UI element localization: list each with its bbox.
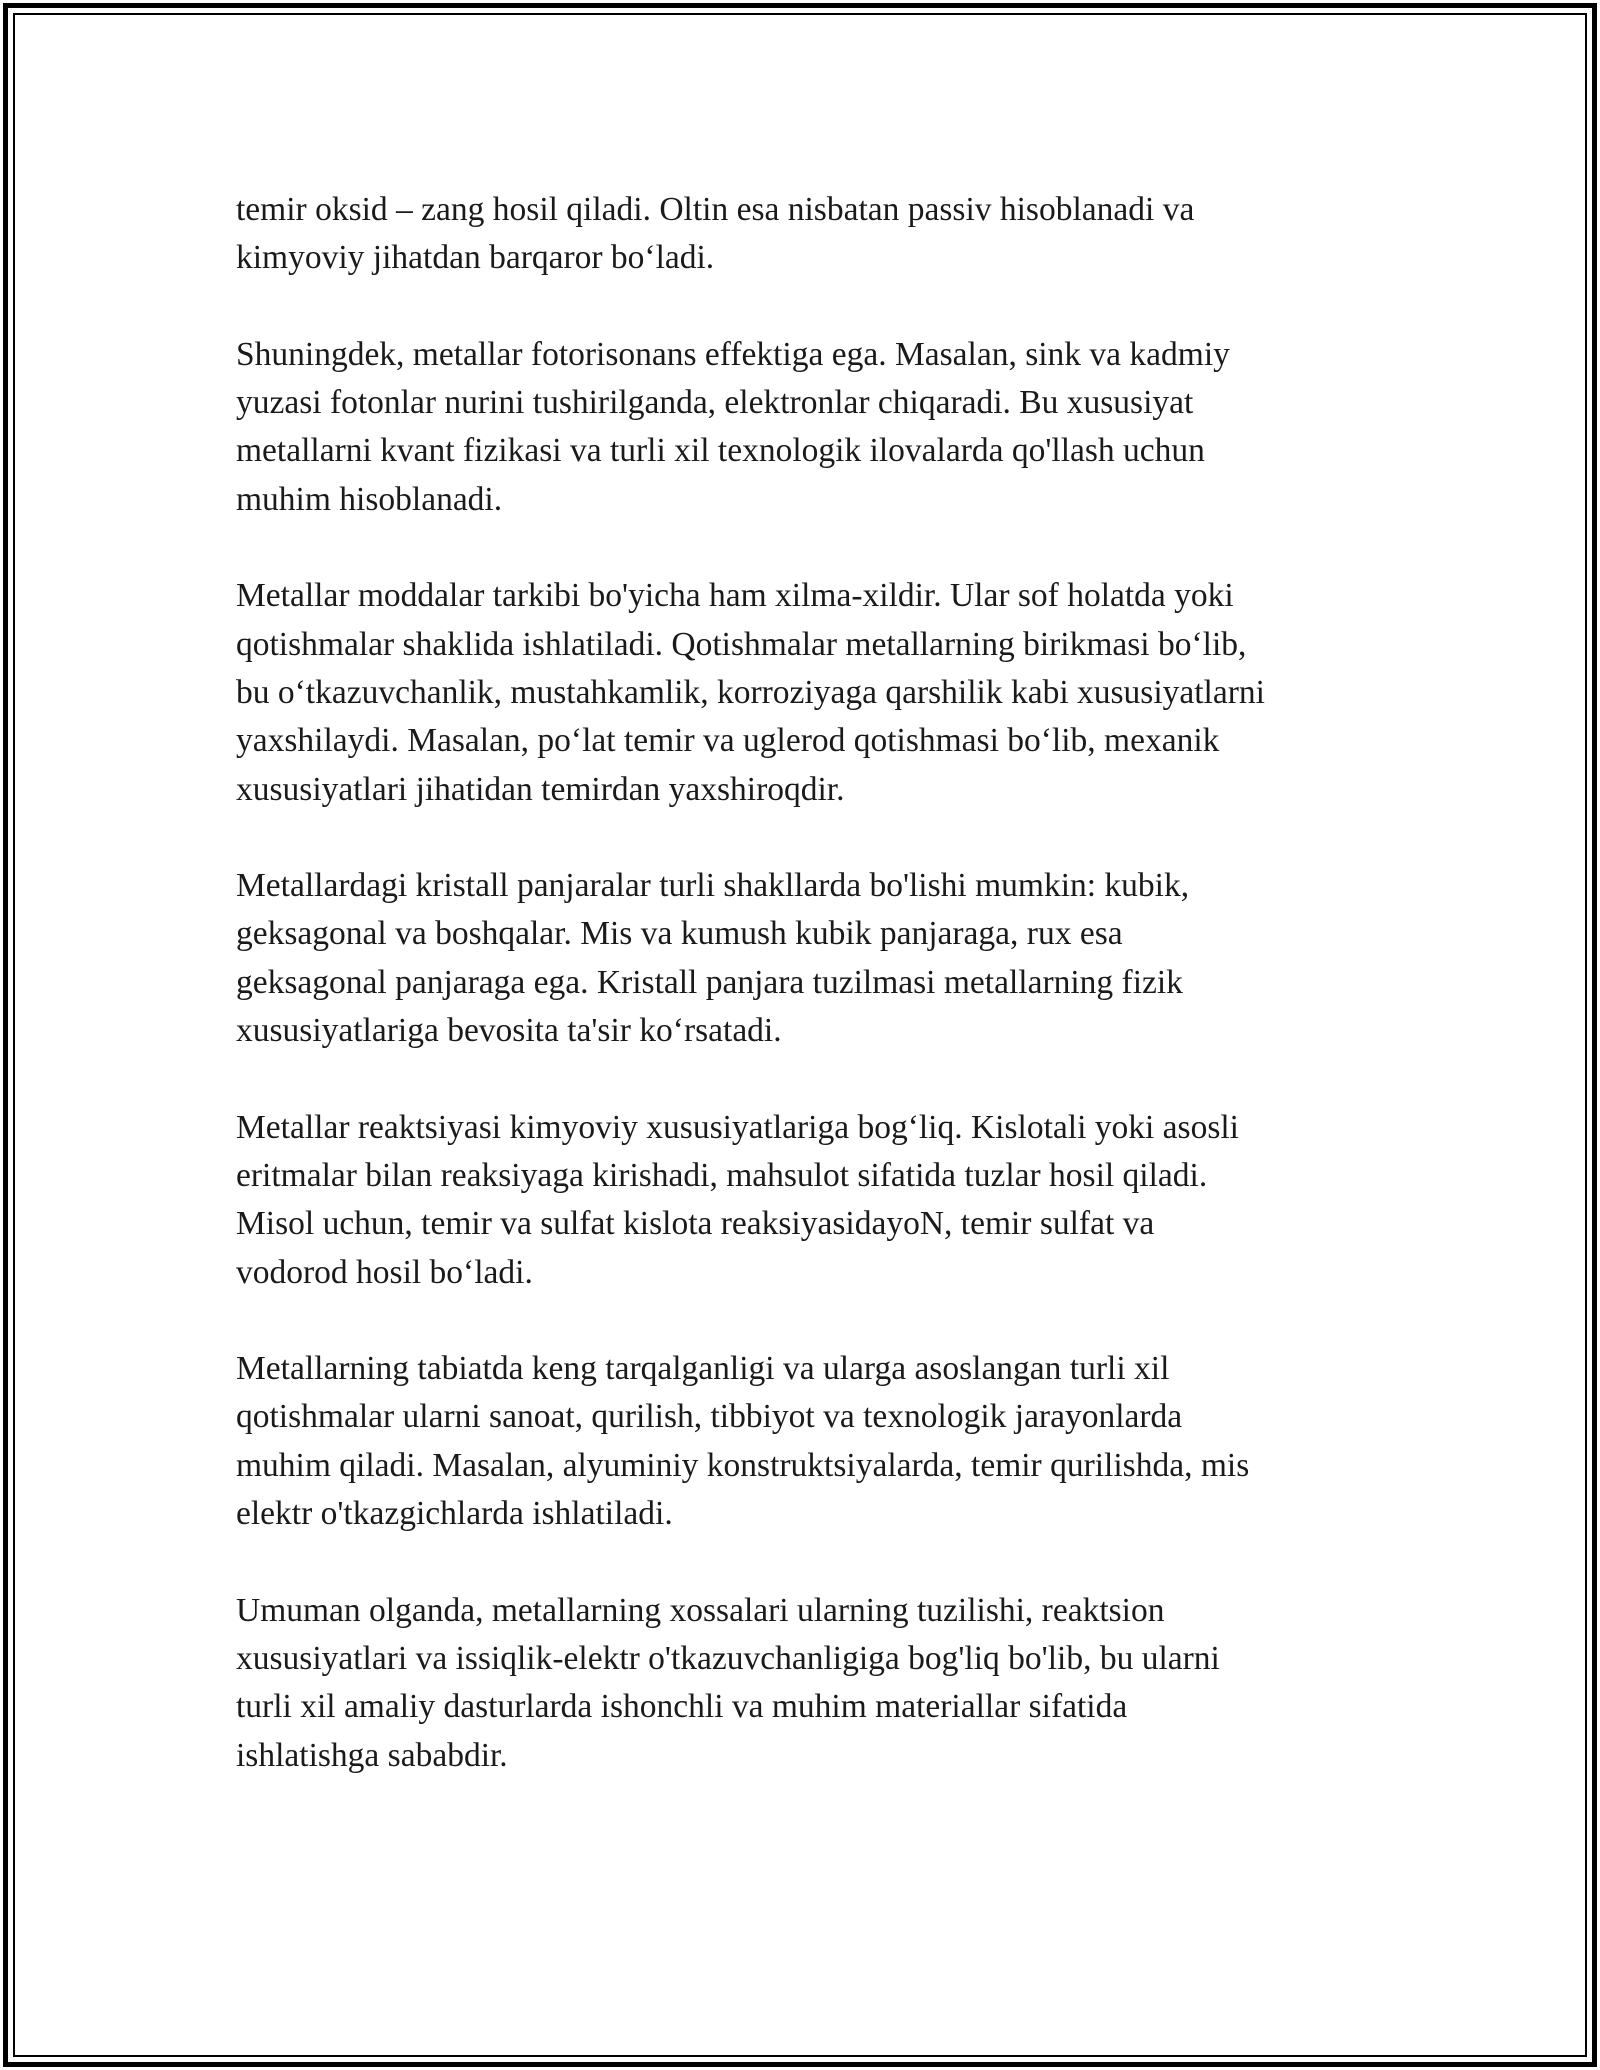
text-line: turli xil amaliy dasturlarda ishonchli va muhim materiallar sifatida (236, 1688, 1128, 1726)
text-line: Metallardagi kristall panjaralar turli shakllarda bo'lishi mumkin: kubik, (236, 867, 1190, 905)
text-line: metallarni kvant fizikasi va turli xil texnologik ilovalarda qo'llash uchun (236, 432, 1205, 470)
text-line: yuzasi fotonlar nurini tushirilganda, elektronlar chiqaradi. Bu xususiyat (236, 384, 1194, 422)
text-line: kimyoviy jihatdan barqaror bo‘ladi. (236, 239, 715, 277)
text-line: yaxshilaydi. Masalan, po‘lat temir va uglerod qotishmasi bo‘lib, mexanik (236, 722, 1220, 760)
paragraph-5 (236, 1104, 1376, 1297)
text-line: xususiyatlariga bevosita ta'sir ko‘rsatadi. (236, 1012, 782, 1050)
text-line: Shuningdek, metallar fotorisonans effektiga ega. Masalan, sink va kadmiy (236, 335, 1230, 373)
paragraph-6 (236, 1345, 1376, 1538)
text-line: eritmalar bilan reaksiyaga kirishadi, mahsulot sifatida tuzlar hosil qiladi. (236, 1156, 1208, 1194)
text-line: geksagonal panjaraga ega. Kristall panjara tuzilmasi metallarning fizik (236, 963, 1183, 1001)
paragraph-3 (236, 572, 1376, 813)
text-line: Metallar reaktsiyasi kimyoviy xususiyatlariga bog‘liq. Kislotali yoki asosli (236, 1108, 1239, 1146)
paragraph-7 (236, 1587, 1376, 1780)
document-body (236, 186, 1376, 1828)
text-line: xususiyatlari va issiqlik-elektr o'tkazuvchanligiga bog'liq bo'lib, bu ularni (236, 1639, 1220, 1677)
text-line: Misol uchun, temir va sulfat kislota reaksiyasidayoN, temir sulfat va (236, 1205, 1155, 1243)
text-line: elektr o'tkazgichlarda ishlatiladi. (236, 1495, 673, 1533)
text-line: geksagonal va boshqalar. Mis va kumush kubik panjaraga, rux esa (236, 915, 1123, 953)
paragraph-2 (236, 331, 1376, 524)
text-line: qotishmalar ularni sanoat, qurilish, tibbiyot va texnologik jarayonlarda (236, 1398, 1183, 1436)
text-line: Metallarning tabiatda keng tarqalganligi va ularga asoslangan turli xil (236, 1350, 1170, 1388)
text-line: Metallar moddalar tarkibi bo'yicha ham xilma-xildir. Ular sof holatda yoki (236, 577, 1234, 615)
text-line: Umuman olganda, metallarning xossalari ularning tuzilishi, reaktsion (236, 1591, 1165, 1629)
text-line: ishlatishga sababdir. (236, 1736, 508, 1774)
text-line: muhim hisoblanadi. (236, 480, 503, 518)
text-line: temir oksid – zang hosil qiladi. Oltin esa nisbatan passiv hisoblanadi va (236, 191, 1195, 228)
text-line: vodorod hosil bo‘ladi. (236, 1253, 533, 1291)
text-line: bu o‘tkazuvchanlik, mustahkamlik, korroziyaga qarshilik kabi xususiyatlarni (236, 673, 1265, 711)
paragraph-4 (236, 862, 1376, 1055)
text-line: muhim qiladi. Masalan, alyuminiy konstruktsiyalarda, temir qurilishda, mis (236, 1446, 1250, 1484)
paragraph-1 (236, 186, 1376, 283)
text-line: xususiyatlari jihatidan temirdan yaxshiroqdir. (236, 770, 845, 808)
text-line: qotishmalar shaklida ishlatiladi. Qotishmalar metallarning birikmasi bo‘lib, (236, 625, 1247, 663)
